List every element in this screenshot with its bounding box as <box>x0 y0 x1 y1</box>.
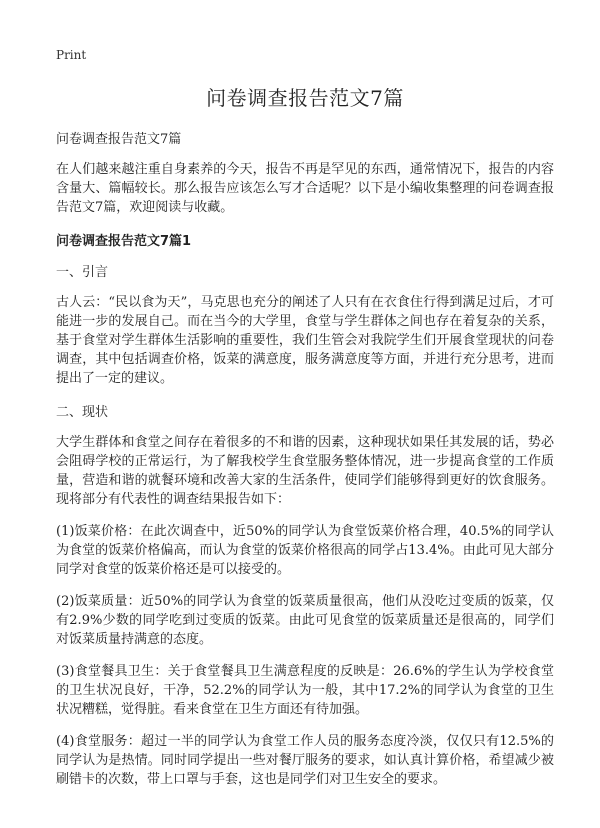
intro-paragraph: 在人们越来越注重自身素养的今天，报告不再是罕见的东西，通常情况下，报告的内容含量大、篇幅较长。那么报告应该怎么写才合适呢？以下是小编收集整理的问卷调查报告范文7篇，欢迎阅读与收藏。 <box>56 162 554 215</box>
section-title: 问卷调查报告范文7篇1 <box>56 234 192 249</box>
preface-paragraph: 古人云：“民以食为天”，马克思也充分的阐述了人只有在衣食住行得到满足过后，才可能进一步的发展自己。而在当今的大学里，食堂与学生群体之间也存在着复杂的关系，基于食堂对学生群体生活影响的重要性，我们生管会对我院学生们开展食堂现状的问卷调查，其中包括调查价格，饭菜的满意度，服务满意度等方面，并进行充分思考，进而提出了一定的建议。 <box>56 295 554 386</box>
heading-status: 二、现状 <box>56 405 109 420</box>
item-price: (1)饭菜价格：在此次调查中，近50%的同学认为食堂饭菜价格合理，40.5%的同学认为食堂的饭菜价格偏高，而认为食堂的饭菜价格很高的同学占13.4%。由此可见大部分同学对食堂的饭菜价格还是可以接受的。 <box>56 524 554 577</box>
subtitle: 问卷调查报告范文7篇 <box>56 132 182 147</box>
item-hygiene: (3)食堂餐具卫生：关于食堂餐具卫生满意程度的反映是：26.6%的学生认为学校食堂的卫生状况良好，干净，52.2%的同学认为一般，其中17.2%的同学认为食堂的卫生状况糟糕，觉得脏。看来食堂在卫生方面还有待加强。 <box>56 664 554 717</box>
item-quality: (2)饭菜质量：近50%的同学认为食堂的饭菜质量很高，他们从没吃过变质的饭菜，仅有2.9%少数的同学吃到过变质的饭菜。由此可见食堂的饭菜质量还是很高的，同学们对饭菜质量持满意的态度。 <box>56 594 554 647</box>
item-service: (4)食堂服务：超过一半的同学认为食堂工作人员的服务态度冷淡，仅仅只有12.5%的同学认为是热情。同时同学提出一些对餐厅服务的要求，如认真计算价格，希望减少被刷错卡的次数，带上口罩与手套，这也是同学们对卫生安全的要求。 <box>56 734 554 787</box>
print-link[interactable]: Print <box>56 48 87 62</box>
heading-preface: 一、引言 <box>56 265 109 280</box>
page-title: 问卷调查报告范文7篇 <box>206 86 404 110</box>
status-paragraph: 大学生群体和食堂之间存在着很多的不和谐的因素，这种现状如果任其发展的话，势必会阻碍学校的正常运行，为了解我校学生食堂服务整体情况，进一步提高食堂的工作质量，营造和谐的就餐环境和改善大家的生活条件，使同学们能够得到更好的饮食服务。现将部分有代表性的调查结果报告如下： <box>56 435 554 507</box>
